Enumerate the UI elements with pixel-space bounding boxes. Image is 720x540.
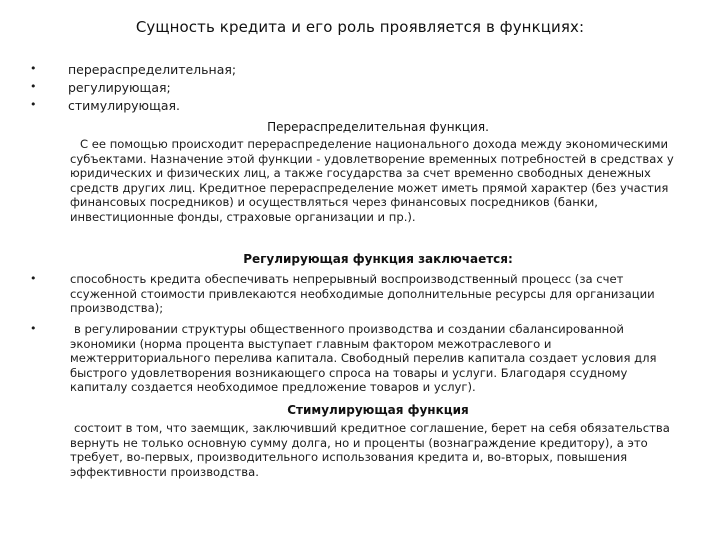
slide-title: Сущность кредита и его роль проявляется в функциях:: [135, 18, 585, 36]
list-item: [26, 98, 666, 116]
regulating-heading: Регулирующая функция заключается:: [243, 252, 513, 266]
functions-list: [26, 62, 666, 116]
function-stimulating: стимулирующая.: [68, 98, 180, 113]
bullet-icon: •: [30, 272, 37, 285]
function-regulating: регулирующая;: [68, 80, 171, 95]
regulating-item-1: способность кредита обеспечивать непрерывный воспроизводственный процесс (за счет ссуженной стоимости привлекаются необходимые дополнительные ресурсы для организации производства);: [70, 272, 655, 315]
regulating-item-2: в регулировании структуры общественного производства и создании сбалансированной экономики (норма процента выступает главным фактором межотраслевого и межтерриториального перелива капитала. Свободный перелив капитала создает условия для быстрого удовлетворения возникающего спроса на товары и услуги. Благодаря ссудному капиталу создается необходимое предложение товаров и услуг).: [70, 322, 657, 394]
function-redistribution: перераспределительная;: [68, 62, 237, 77]
list-item: [26, 62, 666, 80]
bullet-icon: •: [30, 80, 37, 93]
bullet-icon: •: [30, 322, 37, 335]
redistribution-heading: Перераспределительная функция.: [267, 120, 489, 134]
stimulating-text: состоит в том, что заемщик, заключивший кредитное соглашение, берет на себя обязательства вернуть не только основную сумму долга, но и проценты (вознаграждение кредитору), а это требует, во-первых, производительного использования кредита и, во-вторых, повышения эффективности производства.: [70, 421, 670, 479]
bullet-icon: •: [30, 98, 37, 111]
bullet-icon: •: [30, 62, 37, 75]
stimulating-heading: Стимулирующая функция: [287, 403, 469, 417]
redistribution-text: С ее помощью происходит перераспределение национального дохода между экономическими субъектами. Назначение этой функции - удовлетворение временных потребностей в средствах у юридических и физических лиц, а также государства за счет временно свободных денежных средств других лиц. Кредитное перераспределение может иметь прямой характер (без участия финансовых посредников) и осуществляться через финансовых посредников (банки, инвестиционные фонды, страховые организации и пр.).: [70, 137, 674, 224]
list-item: [26, 80, 666, 98]
